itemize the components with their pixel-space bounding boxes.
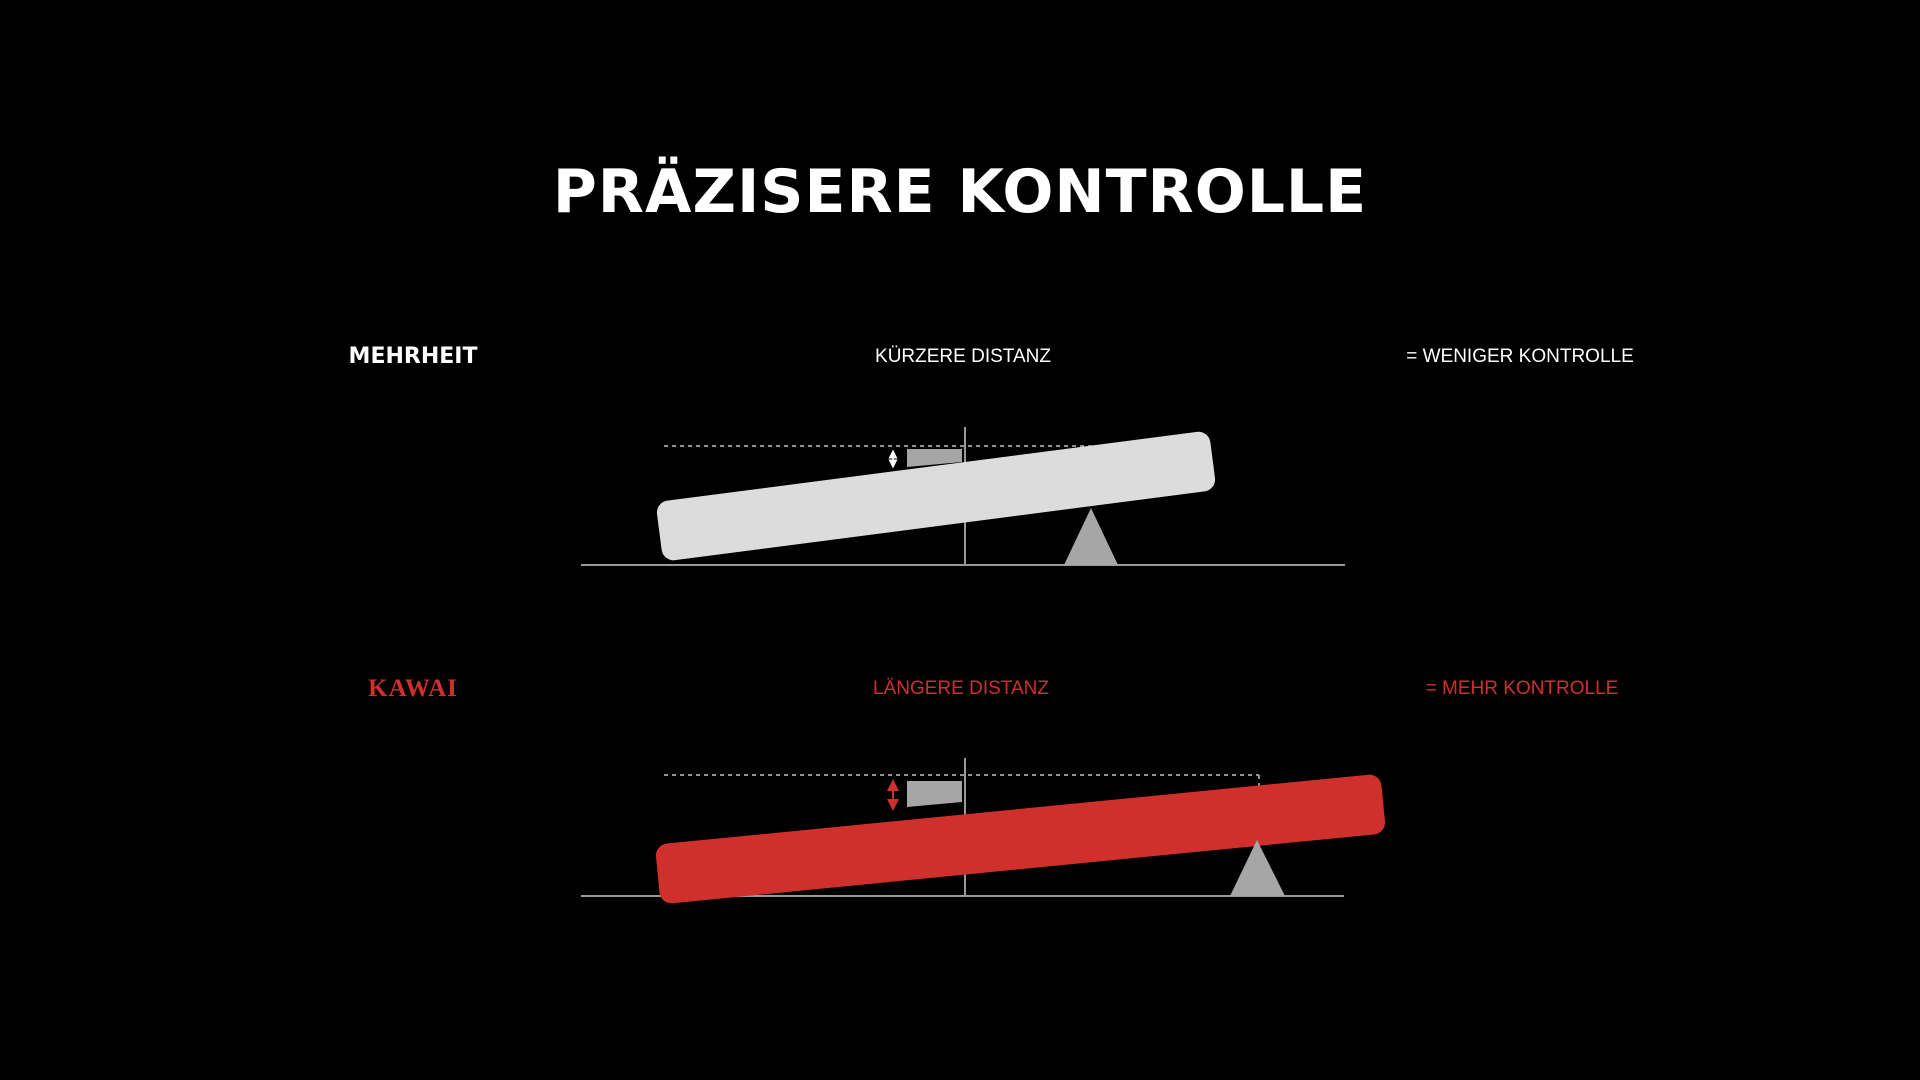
distance-label-long: LÄNGERE DISTANZ bbox=[873, 678, 1049, 699]
result-label-more-control: = MEHR KONTROLLE bbox=[1425, 678, 1619, 699]
pivot-triangle bbox=[1230, 840, 1285, 896]
brand-majority-label: MEHRHEIT bbox=[348, 344, 478, 369]
key-top-wedge bbox=[907, 781, 962, 807]
page-title: PRÄZISERE KONTROLLE bbox=[552, 157, 1368, 227]
distance-label-short: KÜRZERE DISTANZ bbox=[875, 346, 1051, 367]
kawai-logo: KAWAI bbox=[368, 675, 458, 702]
pivot-triangle bbox=[1064, 508, 1118, 565]
lever-diagram-standard bbox=[581, 427, 1345, 565]
lever-diagram-kawai bbox=[581, 758, 1386, 904]
result-label-less-control: = WENIGER KONTROLLE bbox=[1406, 346, 1634, 367]
